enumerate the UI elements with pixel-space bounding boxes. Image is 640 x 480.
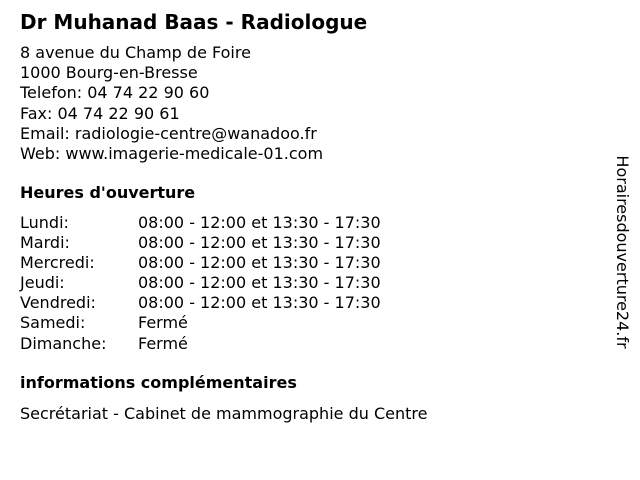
contact-block	[20, 43, 323, 164]
fax-number: Fax: 04 74 22 90 61	[20, 103, 180, 123]
opening-hours-heading: Heures d'ouverture	[20, 183, 196, 202]
page-title: Dr Muhanad Baas - Radiologue	[20, 10, 368, 34]
day-label: Mardi:	[20, 233, 70, 253]
site-credit-vertical: Horairesdouverture24.fr	[613, 155, 632, 349]
time-value: Fermé	[138, 313, 188, 333]
day-label: Mercredi:	[20, 253, 95, 273]
day-label: Jeudi:	[20, 273, 65, 293]
additional-info-text: Secrétariat - Cabinet de mammographie du Centre	[20, 404, 428, 423]
day-label: Dimanche:	[20, 333, 107, 353]
email-address[interactable]: Email: radiologie-centre@wanadoo.fr	[20, 123, 317, 143]
additional-info-heading: informations complémentaires	[20, 373, 297, 392]
phone-number[interactable]: Telefon: 04 74 22 90 60	[20, 83, 210, 103]
time-value: 08:00 - 12:00 et 13:30 - 17:30	[138, 253, 381, 273]
day-label: Lundi:	[20, 213, 69, 232]
address-city: 1000 Bourg-en-Bresse	[20, 63, 198, 83]
day-label: Vendredi:	[20, 293, 96, 313]
time-value: 08:00 - 12:00 et 13:30 - 17:30	[138, 233, 381, 253]
time-value: 08:00 - 12:00 et 13:30 - 17:30	[138, 273, 381, 293]
website-link[interactable]: Web: www.imagerie-medicale-01.com	[20, 143, 324, 163]
day-label: Samedi:	[20, 313, 86, 333]
address-street: 8 avenue du Champ de Foire	[20, 43, 251, 62]
time-value: 08:00 - 12:00 et 13:30 - 17:30	[138, 293, 381, 313]
time-value: Fermé	[138, 333, 188, 353]
time-value: 08:00 - 12:00 et 13:30 - 17:30	[138, 213, 381, 232]
